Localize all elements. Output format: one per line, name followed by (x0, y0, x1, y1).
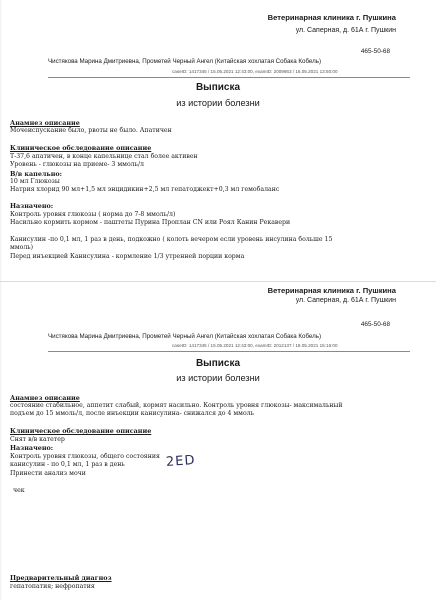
clinical-line: Снят в/в катетер (10, 436, 65, 443)
clinic-address: ул. Саперная, д. 61А г. Пушкин (295, 27, 396, 34)
assign-line: Контроль уровня глюкозы ( норма до 7-8 ммоль/л) (10, 211, 176, 218)
clinical-heading: Клиническое обследование описание (10, 144, 152, 152)
assign-heading: Назначено: (10, 444, 54, 452)
assign-line: Перед инъекцией Канисулина - кормление 1/3 утренней порции корма (10, 253, 245, 260)
diagnosis-heading: Предварительный диагноз (10, 574, 112, 582)
document-subtitle: из истории болезни (176, 373, 260, 383)
assign-line: канисулин - по 0,1 мл, 1 раз в день (10, 461, 125, 468)
clinical-heading: Клиническое обследование описание (10, 427, 152, 435)
document-title: Выписка (195, 358, 241, 369)
header-divider (48, 77, 410, 78)
handwritten-dose-note: 2ЕD (165, 452, 196, 471)
anamnesis-heading: Анамнез описание (10, 394, 80, 402)
clinic-phone: 465-50-68 (360, 321, 390, 328)
clinic-name: Ветеринарная клиника г. Пушкина (267, 13, 396, 22)
clinical-line: Уровень - глюкозы на приеме- 3 ммоль/л (10, 161, 144, 168)
anamnesis-text: Мочеиспускание было, рвоты не было. Апатичен (10, 127, 172, 134)
drip-line: Натрия хлорид 90 мл+1,5 мл энцидикин+2,5 мл гепатоджект+0,3 мл гемобаланс (10, 186, 280, 193)
document-subtitle: из истории болезни (176, 98, 260, 108)
assign-heading: Назначено: (10, 202, 54, 210)
patient-owner-line: Чистякова Марина Дмитриевна, Прометей Черный Ангел (Китайская хохлатая Собака Кобель) (48, 58, 322, 65)
document-title: Выписка (195, 82, 241, 93)
drip-heading: В/в капельно: (10, 170, 63, 178)
case-meta: caseID: 1417345 / 15.05.2021 12:43:00, examID: 2012137 / 18.05.2021 15:16:00 (172, 343, 338, 348)
clinic-address: ул. Саперная, д. 61А г. Пушкин (295, 297, 396, 304)
anamnesis-line: состояние стабильное, аппетит слабый, кормят насильно. Контроль уровня глюкозы- максимальный (10, 402, 343, 409)
patient-owner-line: Чистякова Марина Дмитриевна, Прометей Черный Ангел (Китайская хохлатая Собака Кобель) (48, 333, 322, 340)
anamnesis-line: подъем до 15 ммоль/л, после инъекции канисулина- снижался до 4 ммоль (10, 410, 255, 417)
assign-line: Насильно кормить кормом - паштеты Пурина Проплан CN или Роял Канин Рекавери (10, 219, 291, 226)
page-break (0, 281, 436, 282)
clinic-phone: 465-50-68 (360, 48, 390, 55)
diagnosis-text: гепатопатия; нефропатия (10, 583, 95, 590)
assign-line: Контроль уровня глюкозы, общего состояния (10, 453, 160, 460)
case-meta: caseID: 1417345 / 15.05.2021 12:43:00, examID: 2009863 / 16.05.2021 13:50:00 (172, 69, 338, 74)
drip-line: 10 мл Глюкозы (10, 178, 60, 185)
clinic-name: Ветеринарная клиника г. Пушкина (267, 286, 396, 295)
assign-line: ммоль) (10, 244, 34, 251)
assign-line: Принести анализ мочи (10, 470, 86, 477)
anamnesis-heading: Анамнез описание (10, 119, 80, 127)
clinical-line: Т-37,6 апатичен, в конце капельнице стал более активен (10, 153, 198, 160)
assign-line: Канисулин -по 0,1 мл, 1 раз в день, подкожно ( колоть вечером если уровень инсулина больше 15 (10, 236, 333, 243)
stray-text: чек (13, 487, 25, 494)
header-divider (48, 351, 410, 352)
